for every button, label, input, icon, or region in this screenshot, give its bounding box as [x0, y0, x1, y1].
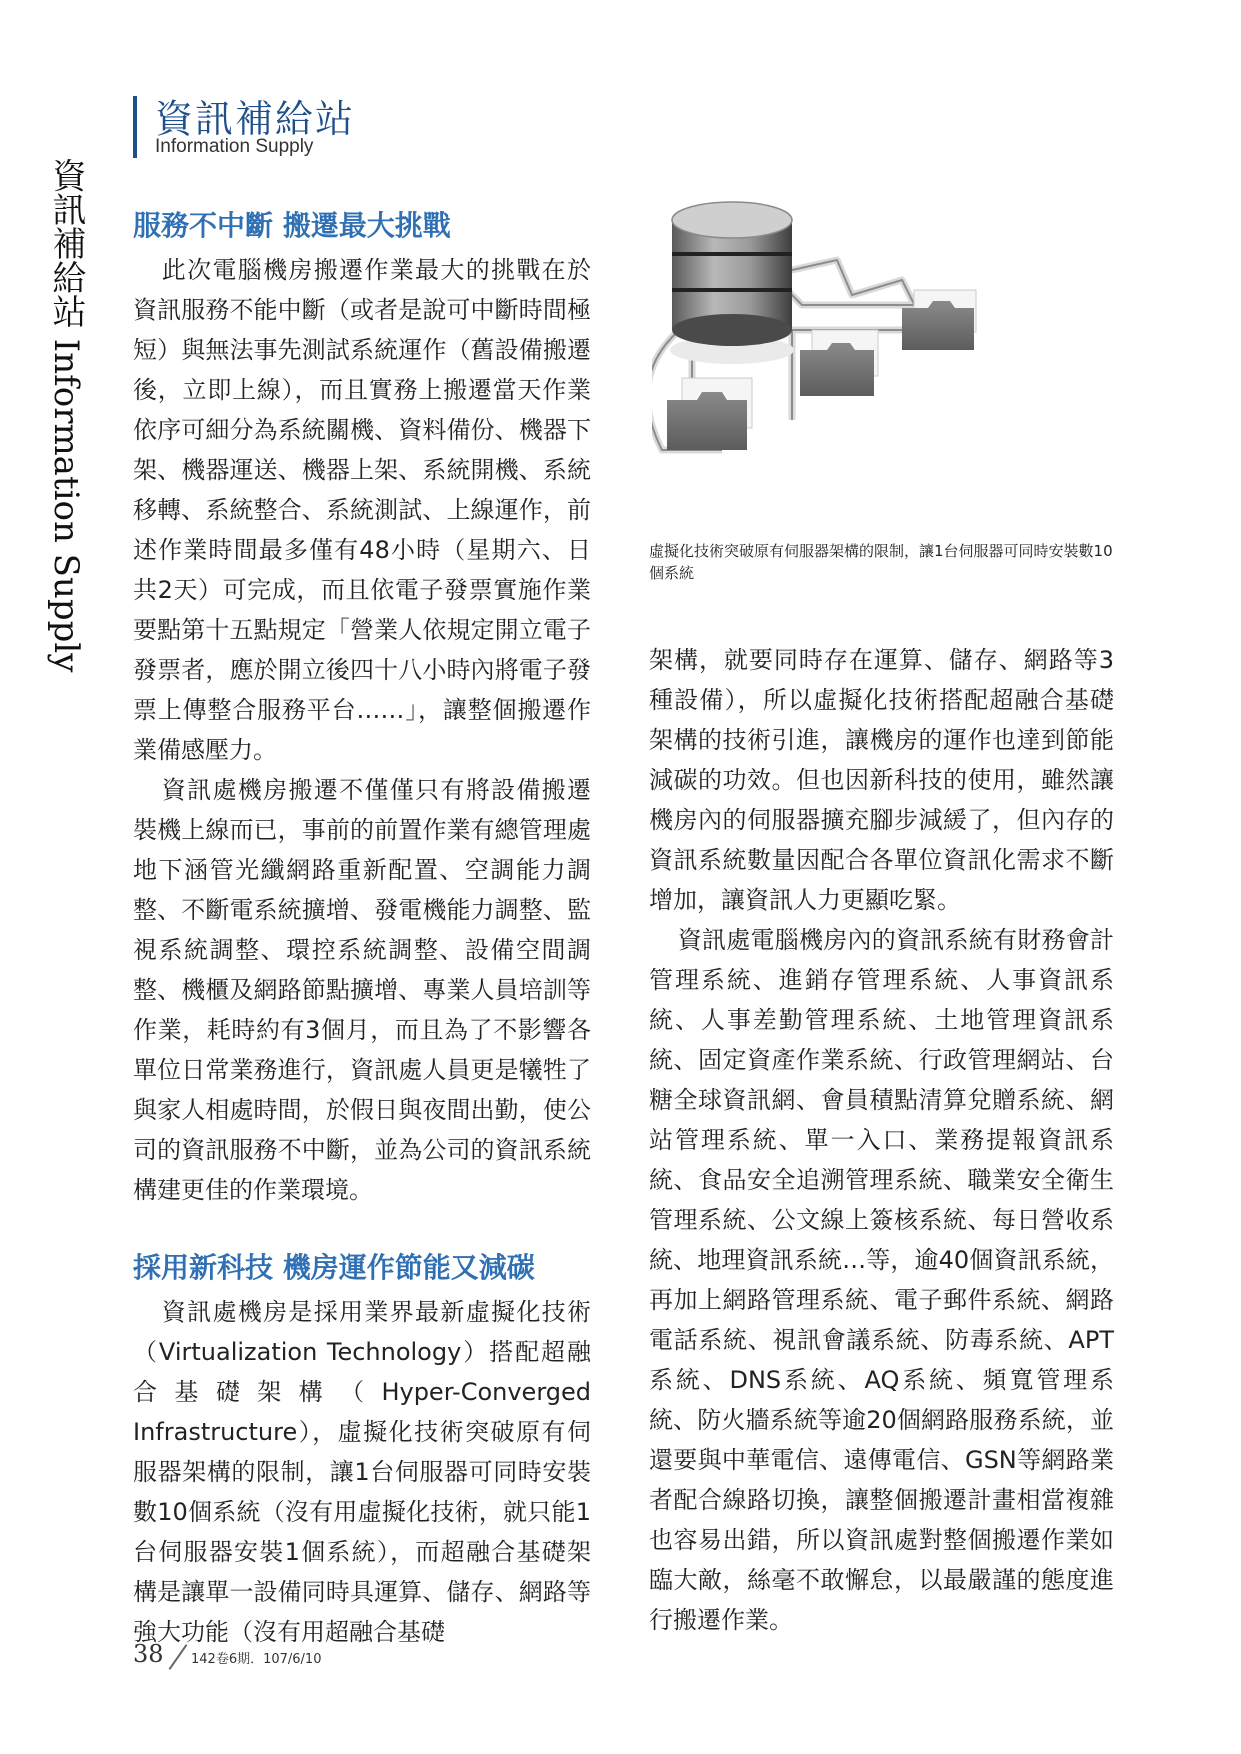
paragraph: 此次電腦機房搬遷作業最大的挑戰在於資訊服務不能中斷（或者是說可中斷時間極短）與無法事先測試系統運作（舊設備搬遷後，立即上線），而且實務上搬遷當天作業依序可細分為系統關機、資料備份、機器下架、機器運送、機器上架、系統開機、系統移轉、系統整合、系統測試、上線運作，前述作業時間最多僅有48小時（星期六、日共2天）可完成，而且依電子發票實施作業要點第十五點規定「營業人依規定開立電子發票者，應於開立後四十八小時內將電子發票上傳整合服務平台……」，讓整個搬遷作業備感壓力。 [133, 256, 591, 764]
paragraph: 資訊處電腦機房內的資訊系統有財務會計管理系統、進銷存管理系統、人事資訊系統、人事差勤管理系統、土地管理資訊系統、固定資產作業系統、行政管理網站、台糖全球資訊網、會員積點清算兌贈系統、網站管理系統、單一入口、業務提報資訊系統、食品安全追溯管理系統、職業安全衛生管理系統、公文線上簽核系統、每日營收系統、地理資訊系統…等，逾40個資訊系統，再加上網路管理系統、電子郵件系統、網路電話系統、視訊會議系統、防毒系統、APT系統、DNS系統、AQ系統、頻寬管理系統、防火牆系統等逾20個網路服務系統，並還要與中華電信、遠傳電信、GSN等網路業者配合線路切換，讓整個搬遷計畫相當複雜也容易出錯，所以資訊處對整個搬遷作業如臨大敵，絲毫不敢懈怠，以最嚴謹的態度進行搬遷作業。 [649, 926, 1114, 1634]
database-server-icon [670, 202, 794, 364]
server-virtualization-illustration [652, 200, 1112, 530]
page-section-subtitle: Information Supply [155, 136, 314, 157]
section-heading-1: 服務不中斷 搬遷最大挑戰 [133, 209, 451, 242]
header-accent-bar [133, 96, 137, 158]
figure-caption: 虛擬化技術突破原有伺服器架構的限制，讓1台伺服器可同時安裝數10個系統 [649, 542, 1113, 582]
section-heading-2: 採用新科技 機房運作節能又減碳 [133, 1251, 535, 1284]
folder-icon [800, 330, 878, 396]
page-footer [133, 1640, 533, 1680]
paragraph: 資訊處機房搬遷不僅僅只有將設備搬遷裝機上線而已，事前的前置作業有總管理處地下涵管光纖網路重新配置、空調能力調整、不斷電系統擴增、發電機能力調整、監視系統調整、環控系統調整、設備空間調整、機櫃及網路節點擴增、專業人員培訓等作業，耗時約有3個月，而且為了不影響各單位日常業務進行，資訊處人員更是犧牲了與家人相處時間，於假日與夜間出勤，使公司的資訊服務不中斷，並為公司的資訊系統構建更佳的作業環境。 [133, 776, 591, 1204]
page-number: 38 [133, 1640, 164, 1668]
issue-info: 142卷6期．107/6/10 [191, 1652, 322, 1667]
side-running-label: 資訊補給站 Information Supply [46, 158, 86, 673]
paragraph: 架構，就要同時存在運算、儲存、網路等3種設備），所以虛擬化技術搭配超融合基礎架構的技術引進，讓機房的運作也達到節能減碳的功效。但也因新科技的使用，雖然讓機房內的伺服器擴充腳步減緩了，但內存的資訊系統數量因配合各單位資訊化需求不斷增加，讓資訊人力更顯吃緊。 [649, 646, 1114, 914]
divider-slash-icon [169, 1644, 188, 1670]
left-column [133, 206, 591, 1652]
page-section-title: 資訊補給站 [155, 97, 356, 141]
right-column [649, 640, 1114, 1640]
paragraph: 資訊處機房是採用業界最新虛擬化技術（Virtualization Technology）搭配超融合基礎架構（Hyper-Converged Infrastructure），虛擬化技術突破原有伺服器架構的限制，讓1台伺服器可同時安裝數10個系統（沒有用虛擬化技術，就只能1台伺服器安裝1個系統），而超融合基礎架構是讓單一設備同時具運算、儲存、網路等強大功能（沒有用超融合基礎 [133, 1298, 591, 1646]
illustration-svg [652, 200, 1112, 530]
folder-icon [667, 378, 752, 450]
